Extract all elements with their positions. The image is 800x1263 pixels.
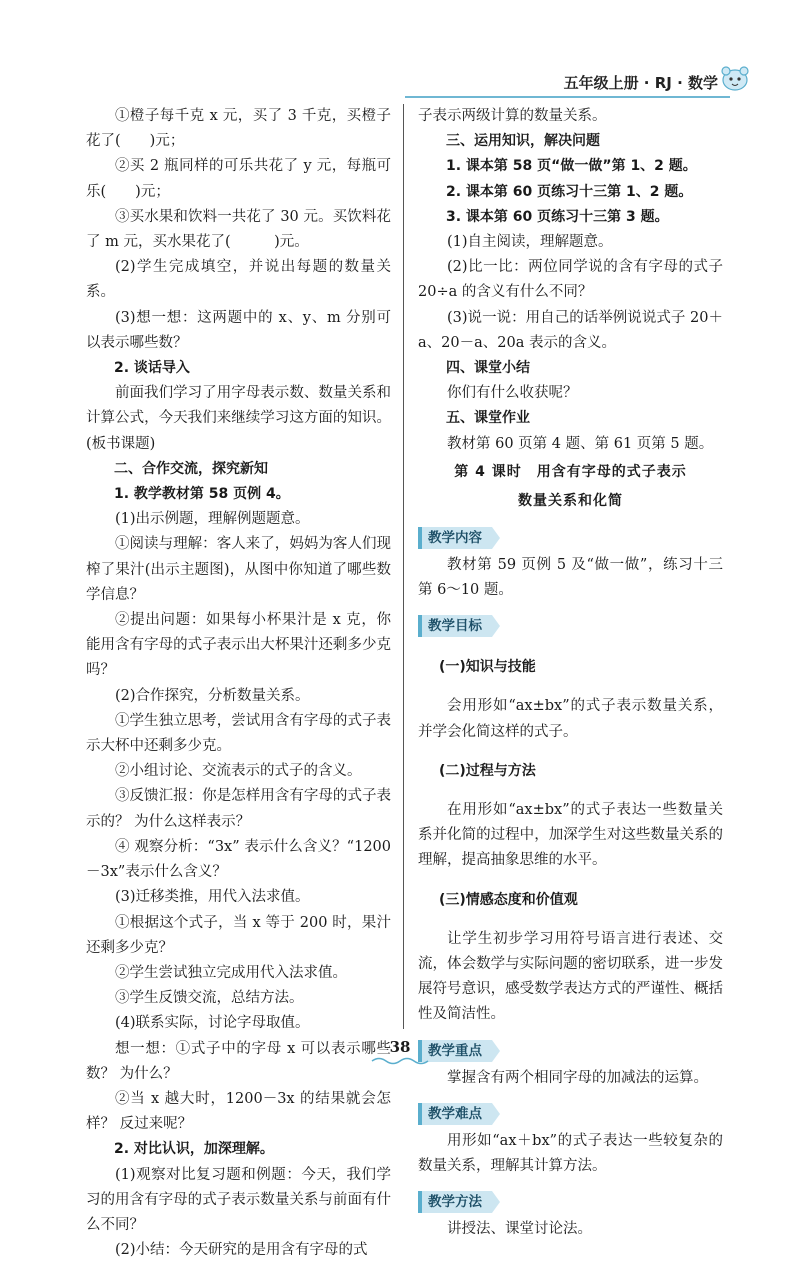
exercise-item: 3. 课本第 60 页练习十三第 3 题。 [446,208,669,225]
paragraph: (2)小结：今天研究的是用含有字母的式 [115,1242,368,1259]
paragraph: (1)出示例题，理解例题题意。 [115,511,310,528]
header-rule [405,96,730,98]
paragraph: ④ 观察分析：“3x” 表示什么含义？“1200－3x”表示什么含义？ [86,838,391,881]
paragraph: ③学生反馈交流，总结方法。 [115,990,304,1007]
section-heading: 2. 谈话导入 [114,360,190,377]
section-heading: 五、课堂作业 [446,410,530,427]
cartoon-mascot-icon [720,64,750,92]
tag-teaching-methods: 教学方法 [418,1191,492,1213]
paragraph: 让学生初步学习用符号语言进行表述、交流，体会数学与实际问题的密切联系，进一步发展符号意识，感受数学表达方式的严谨性、概括性及简洁性。 [418,930,723,1023]
paragraph: (2)学生完成填空，并说出每题的数量关系。 [86,259,391,301]
paragraph: ②买 2 瓶同样的可乐共花了 y 元，每瓶可乐( )元； [86,158,391,200]
paragraph: 子表示两级计算的数量关系。 [418,108,607,124]
paragraph: ②提出问题：如果每小杯果汁是 x 克，你能用含有字母的式子表示出大杯果汁还剩多少克吗？ [86,612,391,679]
tag-teaching-goals: 教学目标 [418,615,492,637]
paragraph: ①学生独立思考，尝试用含有字母的式子表示大杯中还剩多少克。 [86,712,391,755]
exercise-item: 1. 课本第 58 页“做一做”第 1、2 题。 [446,158,697,175]
tag-difficulties: 教学难点 [418,1103,492,1125]
page-number-wave-ornament [370,1056,430,1066]
paragraph: 你们有什么收获呢？ [447,385,578,402]
tag-key-points: 教学重点 [418,1040,492,1062]
page-number: 38 [389,1038,411,1056]
paragraph: ①橙子每千克 x 元，买了 3 千克，买橙子花了( )元； [86,108,391,150]
tag-teaching-content: 教学内容 [418,527,492,549]
paragraph: ③反馈汇报：你是怎样用含有字母的式子表示的？ 为什么这样表示？ [86,788,391,830]
right-column [418,104,723,1243]
paragraph: (1)观察对比复习题和例题：今天，我们学习的用含有字母的式子表示数量关系与前面有什么不同？ [86,1166,391,1233]
paragraph: 在用形如“ax±bx”的式子表达一些数量关系并化简的过程中，加深学生对这些数量关系的理解，提高抽象思维的水平。 [418,802,723,869]
paragraph: 想一想：①式子中的字母 x 可以表示哪些数？ 为什么？ [86,1040,391,1082]
paragraph: 教材第 59 页例 5 及“做一做”，练习十三第 6～10 题。 [418,556,723,599]
paragraph: 掌握含有两个相同字母的加减法的运算。 [447,1069,708,1086]
paragraph: (3)想一想：这两题中的 x、y、m 分别可以表示哪些数？ [86,309,391,351]
column-divider [403,104,404,1029]
paragraph: (3)迁移类推，用代入法求值。 [115,889,310,906]
paragraph: ②小组讨论、交流表示的式子的含义。 [115,763,362,780]
goal-subheading: (一)知识与技能 [439,659,536,676]
goal-subheading: (三)情感态度和价值观 [439,891,578,908]
paragraph: 教材第 60 页第 4 题、第 61 页第 5 题。 [447,435,714,452]
paragraph: ①根据这个式子，当 x 等于 200 时，果汁还剩多少克？ [86,914,391,956]
exercise-item: 2. 课本第 60 页练习十三第 1、2 题。 [446,183,693,200]
paragraph: 会用形如“ax±bx”的式子表示数量关系，并学会化简这样的式子。 [418,698,723,740]
paragraph: ②当 x 越大时，1200－3x 的结果就会怎样？ 反过来呢？ [86,1090,391,1133]
goal-subheading: (二)过程与方法 [439,762,536,779]
section-heading: 1. 教学教材第 58 页例 4。 [114,486,290,503]
lesson-title-line1: 第 4 课时 用含有字母的式子表示 [454,463,687,480]
paragraph: (3)说一说：用自己的话举例说说式子 20＋a、20－a、20a 表示的含义。 [418,309,723,351]
paragraph: 讲授法、课堂讨论法。 [447,1221,592,1238]
paragraph: ①阅读与理解：客人来了，妈妈为客人们现榨了果汁(出示主题图)，从图中你知道了哪些数学信息？ [86,536,391,603]
header-title: 五年级上册 · RJ · 数学 [563,74,718,92]
paragraph: 前面我们学习了用字母表示数、数量关系和计算公式，今天我们来继续学习这方面的知识。(板书课题) [86,385,391,452]
paragraph: (4)联系实际，讨论字母取值。 [115,1015,310,1032]
lesson-title-line2: 数量关系和化简 [518,492,623,509]
section-heading: 三、运用知识，解决问题 [446,133,600,150]
paragraph: ②学生尝试独立完成用代入法求值。 [115,964,347,981]
paragraph: ③买水果和饮料一共花了 30 元。买饮料花了 m 元，买水果花了( )元。 [86,208,391,251]
section-heading: 二、合作交流，探究新知 [114,460,268,477]
paragraph: (2)合作探究，分析数量关系。 [115,687,310,704]
left-column [86,104,391,1263]
section-heading: 四、课堂小结 [446,360,530,377]
paragraph: 用形如“ax＋bx”的式子表达一些较复杂的数量关系，理解其计算方法。 [418,1132,723,1175]
section-heading: 2. 对比认识，加深理解。 [114,1141,274,1158]
paragraph: (2)比一比：两位同学说的含有字母的式子 20÷a 的含义有什么不同？ [418,259,723,301]
paragraph: (1)自主阅读，理解题意。 [447,234,613,251]
page-header [0,60,800,100]
